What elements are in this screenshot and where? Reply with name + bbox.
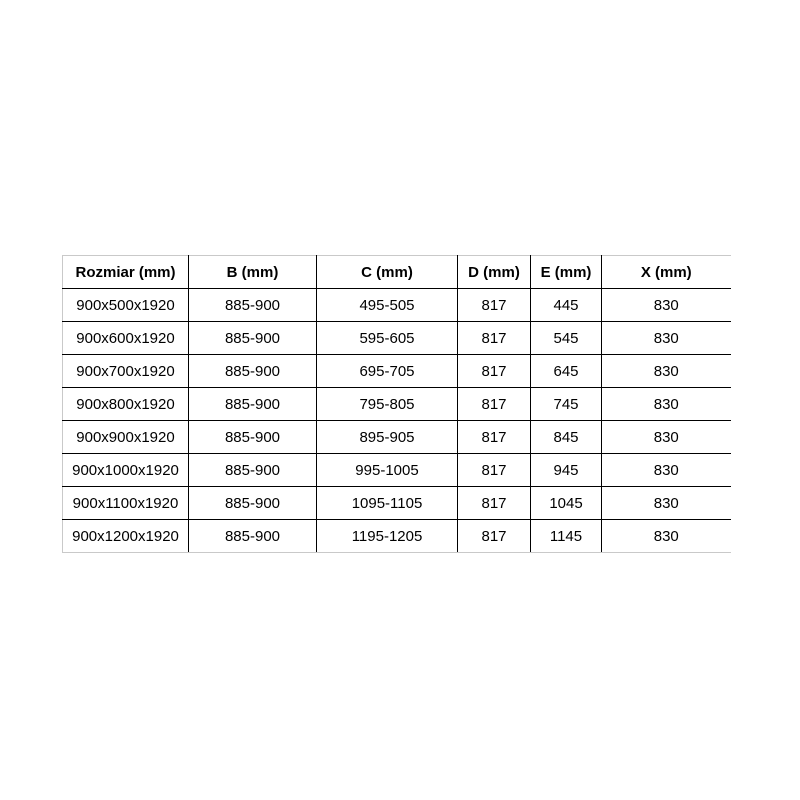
table-row bbox=[63, 388, 731, 421]
dimensions-table-container bbox=[62, 255, 731, 553]
table-cell: 885-900 bbox=[189, 421, 317, 454]
table-cell: 900x1000x1920 bbox=[63, 454, 189, 487]
table-cell: 817 bbox=[458, 355, 531, 388]
table-cell: 830 bbox=[602, 454, 731, 487]
table-cell: 830 bbox=[602, 289, 731, 322]
table-cell: 817 bbox=[458, 388, 531, 421]
table-row bbox=[63, 487, 731, 520]
table-cell: 885-900 bbox=[189, 487, 317, 520]
table-cell: 817 bbox=[458, 520, 531, 553]
table-cell: 1145 bbox=[531, 520, 602, 553]
table-cell: 900x600x1920 bbox=[63, 322, 189, 355]
table-cell: 817 bbox=[458, 322, 531, 355]
dimensions-table bbox=[62, 255, 731, 553]
table-cell: 900x1200x1920 bbox=[63, 520, 189, 553]
table-cell: 645 bbox=[531, 355, 602, 388]
table-cell: 830 bbox=[602, 355, 731, 388]
table-cell: 895-905 bbox=[317, 421, 458, 454]
table-cell: 830 bbox=[602, 520, 731, 553]
table-cell: 817 bbox=[458, 454, 531, 487]
column-header-rozmiar: Rozmiar (mm) bbox=[63, 256, 189, 289]
table-cell: 830 bbox=[602, 322, 731, 355]
table-cell: 900x700x1920 bbox=[63, 355, 189, 388]
table-cell: 695-705 bbox=[317, 355, 458, 388]
table-header-row bbox=[63, 256, 731, 289]
table-cell: 885-900 bbox=[189, 520, 317, 553]
table-cell: 495-505 bbox=[317, 289, 458, 322]
table-cell: 817 bbox=[458, 487, 531, 520]
table-cell: 817 bbox=[458, 289, 531, 322]
table-row bbox=[63, 520, 731, 553]
column-header-b: B (mm) bbox=[189, 256, 317, 289]
table-cell: 845 bbox=[531, 421, 602, 454]
table-cell: 545 bbox=[531, 322, 602, 355]
table-cell: 900x1100x1920 bbox=[63, 487, 189, 520]
table-cell: 817 bbox=[458, 421, 531, 454]
table-cell: 885-900 bbox=[189, 322, 317, 355]
table-cell: 1095-1105 bbox=[317, 487, 458, 520]
table-cell: 795-805 bbox=[317, 388, 458, 421]
table-cell: 885-900 bbox=[189, 355, 317, 388]
column-header-d: D (mm) bbox=[458, 256, 531, 289]
table-cell: 1045 bbox=[531, 487, 602, 520]
table-cell: 745 bbox=[531, 388, 602, 421]
table-row bbox=[63, 454, 731, 487]
table-cell: 945 bbox=[531, 454, 602, 487]
table-cell: 830 bbox=[602, 388, 731, 421]
table-row bbox=[63, 355, 731, 388]
table-cell: 995-1005 bbox=[317, 454, 458, 487]
table-cell: 830 bbox=[602, 487, 731, 520]
column-header-e: E (mm) bbox=[531, 256, 602, 289]
column-header-c: C (mm) bbox=[317, 256, 458, 289]
table-cell: 885-900 bbox=[189, 388, 317, 421]
table-cell: 885-900 bbox=[189, 454, 317, 487]
table-cell: 445 bbox=[531, 289, 602, 322]
table-cell: 900x800x1920 bbox=[63, 388, 189, 421]
table-cell: 595-605 bbox=[317, 322, 458, 355]
table-row bbox=[63, 289, 731, 322]
table-cell: 900x500x1920 bbox=[63, 289, 189, 322]
table-row bbox=[63, 421, 731, 454]
table-cell: 1195-1205 bbox=[317, 520, 458, 553]
column-header-x: X (mm) bbox=[602, 256, 731, 289]
table-cell: 885-900 bbox=[189, 289, 317, 322]
table-cell: 900x900x1920 bbox=[63, 421, 189, 454]
table-row bbox=[63, 322, 731, 355]
table-cell: 830 bbox=[602, 421, 731, 454]
